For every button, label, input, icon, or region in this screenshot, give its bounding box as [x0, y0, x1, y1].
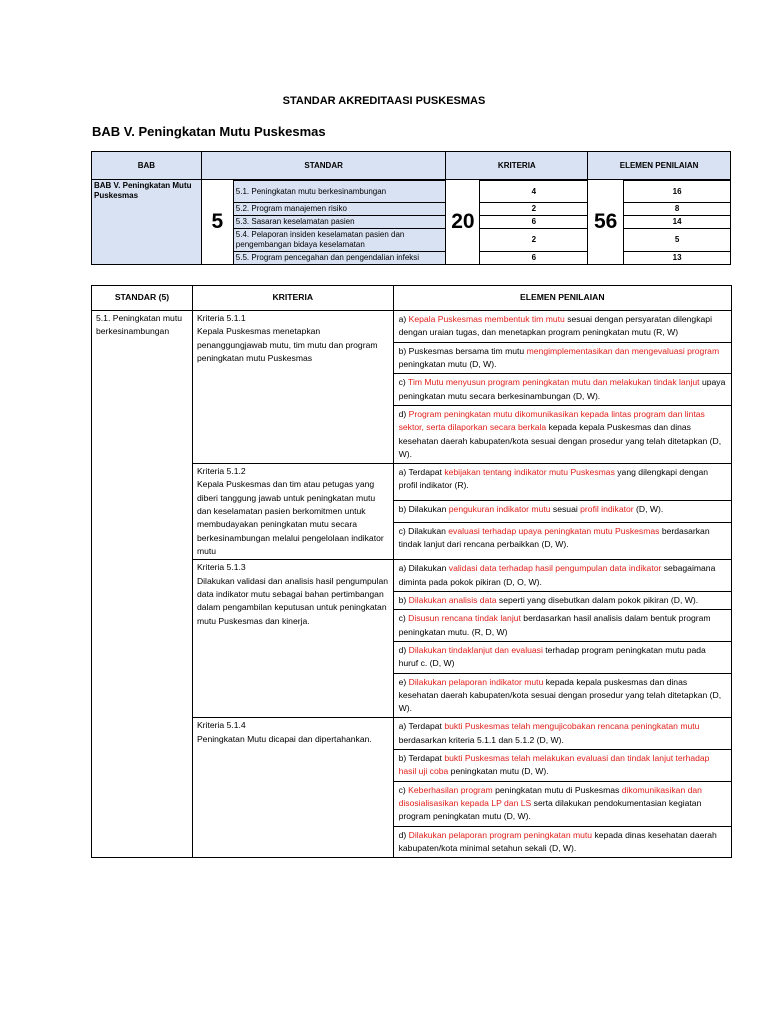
highlighted-text: Dilakukan tindaklanjut dan evaluasi	[408, 644, 543, 655]
elemen-text: b) Puskesmas bersama tim mutu	[398, 345, 527, 356]
elemen-text: b) Dilakukan	[398, 504, 449, 515]
highlighted-text: Kepala Puskesmas membentuk tim mutu	[408, 314, 565, 324]
elemen-text: c)	[398, 377, 409, 388]
header-elemen: ELEMEN PENILAIAN	[588, 152, 731, 180]
elemen-text: sebagaimana diminta pada pokok pikiran (D, O, W).	[398, 563, 716, 587]
highlighted-text: kebijakan tentang indikator mutu Puskesmas	[444, 467, 615, 478]
elemen-penilaian-item	[393, 610, 731, 642]
elemen-text: kepada kepala puskesmas dan dinas kesehatan daerah kabupaten/kota sesuai dengan prosedur yang telah ditetapkan (D, W).	[398, 676, 722, 714]
header-elemen-penilaian: ELEMEN PENILAIAN	[393, 286, 731, 311]
elemen-text: (D, W).	[633, 504, 664, 515]
standar-item: 5.3. Sasaran keselamatan pasien	[233, 216, 446, 229]
highlighted-text: Tim Mutu menyusun program peningkatan mutu dan melakukan tindak lanjut	[408, 377, 700, 388]
elemen-penilaian-item	[393, 641, 731, 673]
elemen-penilaian-item	[393, 374, 731, 406]
kriteria-count: 2	[480, 203, 588, 216]
bab-cell: BAB V. Peningkatan Mutu Puskesmas	[92, 180, 202, 265]
highlighted-text: bukti Puskesmas telah mengujicobakan rencana peningkatan mutu	[444, 721, 700, 732]
elemen-count: 16	[624, 181, 731, 203]
kriteria-cell	[192, 718, 393, 858]
elemen-text: e)	[398, 676, 409, 687]
standar-cell: 5.1. Peningkatan mutu berkesinambungan	[92, 311, 193, 858]
elemen-penilaian-item	[393, 826, 731, 858]
kriteria-count: 2	[480, 229, 588, 252]
highlighted-text: evaluasi terhadap upaya peningkatan mutu Puskesmas	[448, 526, 660, 536]
elemen-text: seperti yang disebutkan dalam pokok pikiran (D, W).	[496, 594, 699, 605]
criteria-header-row	[92, 286, 732, 311]
highlighted-text: Dilakukan analisis data	[408, 594, 497, 605]
elemen-text: peningkatan mutu di Puskesmas	[492, 784, 622, 795]
kriteria-count: 6	[480, 216, 588, 229]
elemen-count: 8	[624, 203, 731, 216]
header-standar: STANDAR	[201, 152, 446, 180]
standar-item: 5.1. Peningkatan mutu berkesinambungan	[233, 181, 446, 203]
kriteria-title: Kriteria 5.1.2	[196, 466, 246, 477]
elemen-text: upaya peningkatan mutu secara berkesinambungan (D, W).	[398, 377, 726, 401]
elemen-penilaian-item	[393, 342, 731, 374]
standar-item: 5.4. Pelaporan insiden keselamatan pasien dan pengembangan bidaya keselamatan	[233, 229, 446, 252]
highlighted-text: Keberhasilan program	[408, 784, 493, 795]
kriteria-cell	[192, 311, 393, 464]
summary-table	[91, 151, 731, 265]
kriteria-cell	[192, 560, 393, 718]
standar-item: 5.5. Program pencegahan dan pengendalian infeksi	[233, 252, 446, 265]
elemen-penilaian-item	[393, 501, 731, 523]
kriteria-title: Kriteria 5.1.1	[196, 313, 246, 323]
kriteria-description: Kepala Puskesmas dan tim atau petugas yang diberi tanggung jawab untuk peningkatan mutu dan keselamatan pasien berkomitmen untuk membudayakan peningkatan mutu secara berkesinambungan melalui pengelolaan indikator mutu	[196, 479, 384, 556]
highlighted-text: Program peningkatan mutu dikomunikasikan kepada lintas program dan lintas sektor, serta dilaporkan secara berkala	[398, 408, 705, 433]
criteria-row	[92, 311, 732, 343]
kriteria-description: Peningkatan Mutu dicapai dan dipertahankan.	[196, 733, 372, 744]
kriteria-description: Dilakukan validasi dan analisis hasil pengumpulan data indikator mutu sebagai bahan pertimbangan dalam pengambilan keputusan untuk peningkatan mutu Puskesmas dan kinerja.	[196, 575, 389, 626]
standar-item: 5.2. Program manajemen risiko	[233, 203, 446, 216]
elemen-text: berdasarkan kriteria 5.1.1 dan 5.1.2 (D, W).	[398, 734, 564, 745]
elemen-penilaian-item	[393, 673, 731, 718]
elemen-text: peningkatan mutu (D, W).	[448, 766, 549, 777]
elemen-count: 13	[624, 252, 731, 265]
elemen-text: c) Dilakukan	[398, 526, 449, 536]
header-kriteria: KRITERIA	[446, 152, 588, 180]
elemen-penilaian-item	[393, 750, 731, 782]
elemen-penilaian-item	[393, 523, 731, 560]
kriteria-title: Kriteria 5.1.4	[196, 720, 246, 731]
elemen-text: yang dilengkapi dengan profil indikator (R).	[398, 467, 709, 491]
highlighted-text: Disusun rencana tindak lanjut	[408, 613, 521, 624]
kriteria-total: 20	[446, 180, 480, 265]
highlighted-text: mengimplementasikan dan mengevaluasi program	[526, 345, 720, 356]
highlighted-text: dikomunikasikan dan disosialisasikan kepada LP dan LS	[398, 784, 702, 808]
summary-header-row	[92, 152, 731, 180]
elemen-text: b) Terdapat	[398, 753, 445, 764]
document-title: STANDAR AKREDITAASI PUSKESMAS	[282, 95, 486, 107]
standar-total: 5	[201, 180, 233, 265]
elemen-text: sesuai dengan persyaratan dilengkapi dengan uraian tugas, dan menetapkan program peningkatan mutu (R, W)	[398, 314, 712, 338]
elemen-text: c)	[398, 784, 409, 795]
elemen-text: d)	[398, 829, 409, 840]
elemen-total: 56	[588, 180, 624, 265]
header-bab: BAB	[92, 152, 202, 180]
highlighted-text: validasi data terhadap hasil pengumpulan data indikator	[448, 563, 662, 574]
highlighted-text: Dilakukan pelaporan program peningkatan mutu	[408, 829, 593, 840]
elemen-text: a) Dilakukan	[398, 563, 449, 574]
highlighted-text: Dilakukan pelaporan indikator mutu	[408, 676, 544, 687]
elemen-penilaian-item	[393, 405, 731, 463]
elemen-penilaian-item	[393, 591, 731, 609]
criteria-table	[91, 285, 732, 858]
elemen-text: serta dilakukan pendokumentasian kegiatan program peningkatan mutu (D, W).	[398, 798, 702, 822]
elemen-text: berdasarkan hasil analisis dalam bentuk program peningkatan mutu. (R, D, W)	[398, 613, 711, 637]
elemen-penilaian-item	[393, 311, 731, 343]
highlighted-text: profil indikator	[580, 504, 634, 515]
elemen-penilaian-item	[393, 781, 731, 826]
kriteria-description: Kepala Puskesmas menetapkan penanggungjawab mutu, tim mutu dan program peningkatan mutu Puskesmas	[196, 326, 378, 363]
elemen-text: sesuai	[550, 504, 581, 515]
elemen-count: 14	[624, 216, 731, 229]
highlighted-text: pengukuran indikator mutu	[448, 504, 551, 515]
header-standar-5: STANDAR (5)	[92, 286, 193, 311]
kriteria-count: 4	[480, 181, 588, 203]
section-title: BAB V. Peningkatan Mutu Puskesmas	[92, 124, 326, 139]
elemen-text: b)	[398, 594, 409, 605]
elemen-penilaian-item	[393, 560, 731, 592]
highlighted-text: bukti Puskesmas telah melakukan evaluasi dan tindak lanjut terhadap hasil uji coba	[398, 753, 710, 777]
elemen-text: terhadap program peningkatan mutu pada huruf c. (D, W)	[398, 644, 706, 669]
elemen-text: d)	[398, 408, 409, 419]
elemen-text: a)	[398, 314, 409, 324]
elemen-text: berdasarkan tindak lanjut dari rencana perbaikkan (D, W).	[398, 526, 710, 550]
elemen-text: kepada kepala Puskesmas dan dinas kesehatan daerah kabupaten/kota sesuai dengan prosedur yang telah ditetapkan (D, W).	[398, 422, 722, 459]
kriteria-count: 6	[480, 252, 588, 265]
elemen-text: a) Terdapat	[398, 721, 445, 732]
elemen-penilaian-item	[393, 718, 731, 750]
elemen-text: c)	[398, 613, 409, 624]
elemen-text: kepada dinas kesehatan daerah kabupaten/kota minimal setahun sekali (D, W).	[398, 829, 717, 853]
elemen-text: peningkatan mutu (D, W).	[398, 358, 497, 369]
kriteria-title: Kriteria 5.1.3	[196, 562, 246, 573]
criteria-body	[92, 311, 732, 858]
elemen-text: a) Terdapat	[398, 467, 445, 478]
elemen-text: d)	[398, 644, 409, 655]
header-kriteria: KRITERIA	[192, 286, 393, 311]
elemen-count: 5	[624, 229, 731, 252]
elemen-penilaian-item	[393, 464, 731, 501]
kriteria-cell	[192, 464, 393, 560]
